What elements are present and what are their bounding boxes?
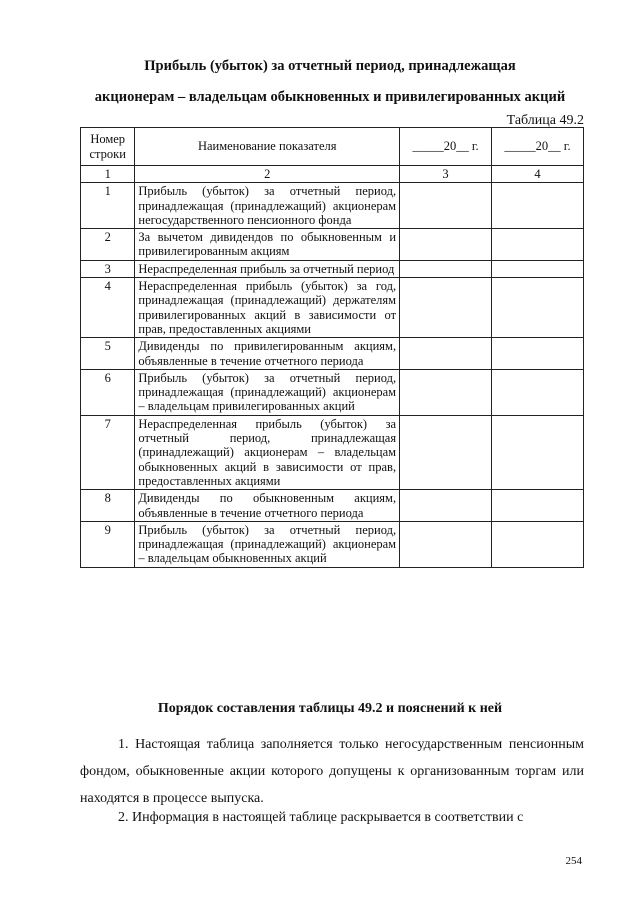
table-row [81,369,584,415]
row-number-cell: 6 [81,369,135,415]
value-cell-year-1 [400,369,492,415]
paragraph: 2. Информация в настоящей таблице раскрывается в соответствии с [118,810,524,825]
value-cell-year-2 [492,338,584,370]
title-line-2: акционерам – владельцам обыкновенных и привилегированных акций [94,89,566,105]
value-cell-year-1 [400,338,492,370]
table-row [81,278,584,338]
table-row [81,229,584,261]
table-row [81,521,584,567]
column-number: 4 [492,166,584,183]
paragraph: 1. Настоящая таблица заполняется только негосударственным пенсионным фондом, обыкновенные акции которого допущены к организованным торгам или находятся в процессе выпуска. [80,737,584,806]
value-cell-year-2 [492,260,584,277]
table-row [81,338,584,370]
value-cell-year-1 [400,415,492,489]
column-numbers-row [81,166,584,183]
indicator-name-cell: Прибыль (убыток) за отчетный период, принадлежащая (принадлежащий) акционерам – владельцам привилегированных акций [135,369,400,415]
table-row [81,415,584,489]
header-row-number: Номер строки [81,128,135,166]
header-year-2: _____20__ г. [492,128,584,166]
report-table [80,127,584,568]
table-row [81,183,584,229]
value-cell-year-2 [492,490,584,522]
header-indicator: Наименование показателя [135,128,400,166]
value-cell-year-2 [492,229,584,261]
table-row [81,490,584,522]
value-cell-year-1 [400,260,492,277]
row-number-cell: 1 [81,183,135,229]
row-number-cell: 7 [81,415,135,489]
value-cell-year-1 [400,278,492,338]
table-label: Таблица 49.2 [506,113,584,128]
indicator-name-cell: Прибыль (убыток) за отчетный период, принадлежащая (принадлежащий) акционерам – владельцам обыкновенных акций [135,521,400,567]
section-title: Порядок составления таблицы 49.2 и пояснений к ней [157,701,503,716]
indicator-name-cell: Нераспределенная прибыль (убыток) за отчетный период, принадлежащая (принадлежащий) акционерам – владельцам обыкновенных акций в зависимости от прав, предоставленных акциями [135,415,400,489]
title-line-1: Прибыль (убыток) за отчетный период, принадлежащая [144,58,516,74]
value-cell-year-2 [492,521,584,567]
page-number: 254 [565,855,582,867]
value-cell-year-2 [492,183,584,229]
row-number-cell: 5 [81,338,135,370]
row-number-cell: 9 [81,521,135,567]
column-number: 3 [400,166,492,183]
indicator-name-cell: Нераспределенная прибыль (убыток) за год, принадлежащая (принадлежащий) держателям привилегированных акций в зависимости от прав, предоставленных акциями [135,278,400,338]
indicator-name-cell: Нераспределенная прибыль за отчетный период [135,260,400,277]
table-row [81,260,584,277]
indicator-name-cell: Прибыль (убыток) за отчетный период, принадлежащая (принадлежащий) акционерам негосударственного пенсионного фонда [135,183,400,229]
value-cell-year-1 [400,183,492,229]
indicator-name-cell: За вычетом дивидендов по обыкновенным и привилегированным акциям [135,229,400,261]
row-number-cell: 2 [81,229,135,261]
indicator-name-cell: Дивиденды по привилегированным акциям, объявленные в течение отчетного периода [135,338,400,370]
header-year-1: _____20__ г. [400,128,492,166]
value-cell-year-2 [492,415,584,489]
value-cell-year-1 [400,490,492,522]
row-number-cell: 3 [81,260,135,277]
value-cell-year-1 [400,229,492,261]
value-cell-year-2 [492,278,584,338]
column-number: 2 [135,166,400,183]
value-cell-year-1 [400,521,492,567]
indicator-name-cell: Дивиденды по обыкновенным акциям, объявленные в течение отчетного периода [135,490,400,522]
row-number-cell: 8 [81,490,135,522]
table-header-row [81,128,584,166]
column-number: 1 [81,166,135,183]
row-number-cell: 4 [81,278,135,338]
value-cell-year-2 [492,369,584,415]
